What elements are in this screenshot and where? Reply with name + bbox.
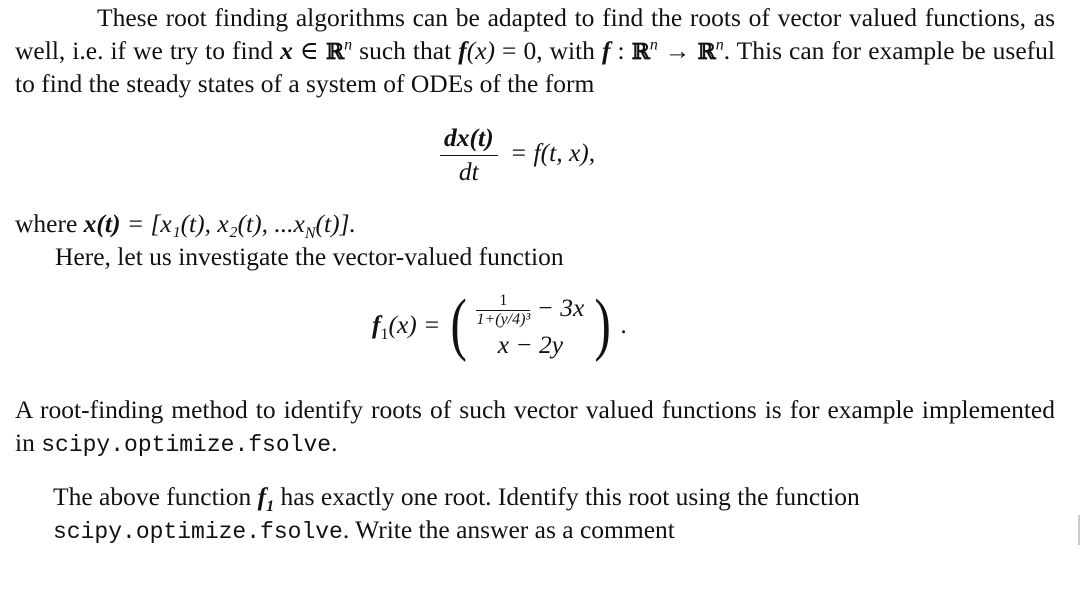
reals-symbol: ℝ [325, 38, 345, 65]
vector-row-1: $\frac{1}{\text{1+(y/4)³}}$ − 3x [476, 291, 585, 328]
code-fsolve: scipy.optimize.fsolve [41, 431, 332, 458]
vector-row-2: x − 2y [497, 329, 564, 359]
function-definition: $f_1(x)$ = ( $\frac{1}{\text{1+(y/4)³}}$ − 3x x − 2y ) . [372, 286, 627, 364]
function-lhs: $f_1(x)$ = [372, 310, 441, 344]
ode-fraction: $\frac{dx(t)}{dt}$ [440, 122, 498, 188]
here-line: Here, let us investigate the vector-valued function [55, 242, 564, 271]
ode-rhs: = f(t, x), [509, 137, 596, 167]
where-line: where x(t) = [x₁(t), x₂(t), $...x_N(t)$]. [15, 209, 356, 243]
scipy-paragraph: A root-finding method to identify roots of such vector valued functions is for example implemented in scipy.optimize.fsolve. [15, 395, 1055, 458]
task-paragraph: The above function $f_1$ has exactly one root. Identify this root using the function scipy.optimize.fsolve. Write the answer as a comment [53, 482, 860, 545]
var-x: x [280, 35, 293, 65]
intro-paragraph: These root finding algorithms can be adapted to find the roots of vector valued functions, as well, i.e. if we try to find x ∈ ℝ$^n$ such that f(x) = 0, with f : ℝ$^n$ → ℝ$^n$. This can for example be useful to find the steady states of a system of ODEs of the form [15, 3, 1056, 98]
ode-equation [440, 122, 595, 188]
left-paren: ( [450, 286, 467, 364]
code-fsolve-task: scipy.optimize.fsolve [53, 518, 343, 545]
vector-body [476, 290, 584, 361]
right-paren: ) [594, 286, 611, 364]
